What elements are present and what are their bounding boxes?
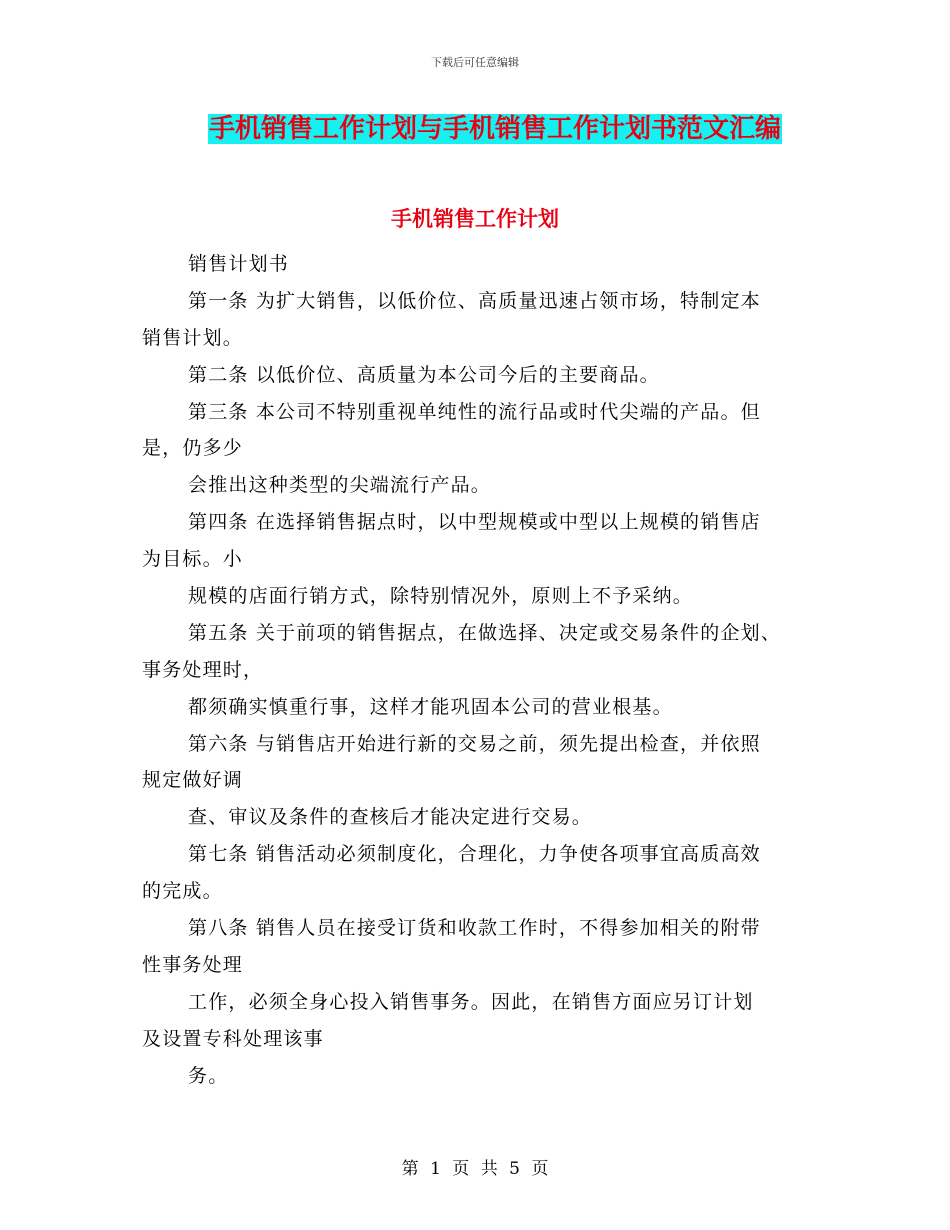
header-note: 下载后可任意编辑 xyxy=(431,56,519,69)
body-line: 工作，必须全身心投入销售事务。因此，在销售方面应另订计划 xyxy=(188,990,754,1013)
body-line: 第四条 在选择销售据点时，以中型规模或中型以上规模的销售店 xyxy=(188,511,761,534)
body-line: 都须确实慎重行事，这样才能巩固本公司的营业根基。 xyxy=(188,695,673,718)
body-line: 第七条 销售活动必须制度化，合理化，力争使各项事宜高质高效 xyxy=(188,843,761,866)
body-line: 的完成。 xyxy=(142,880,223,903)
body-line: 第三条 本公司不特别重视单纯性的流行品或时代尖端的产品。但 xyxy=(188,400,761,423)
section-title: 手机销售工作计划 xyxy=(391,206,559,231)
body-line: 销售计划书 xyxy=(188,253,290,275)
body-text xyxy=(142,246,822,1094)
body-line: 第二条 以低价位、高质量为本公司今后的主要商品。 xyxy=(188,363,660,386)
body-line: 规模的店面行销方式，除特别情况外，原则上不予采纳。 xyxy=(188,585,694,608)
body-line: 性事务处理 xyxy=(142,953,244,976)
body-line: 为目标。小 xyxy=(142,548,244,571)
body-line: 第一条 为扩大销售，以低价位、高质量迅速占领市场，特制定本 xyxy=(188,289,761,312)
body-line: 销售计划。 xyxy=(142,326,244,349)
body-line: 第五条 关于前项的销售据点，在做选择、决定或交易条件的企划、 xyxy=(188,621,782,644)
body-line: 规定做好调 xyxy=(142,769,244,792)
body-line: 是，仍多少 xyxy=(142,437,244,460)
body-line: 及设置专科处理该事 xyxy=(142,1027,324,1050)
body-line: 查、审议及条件的查核后才能决定进行交易。 xyxy=(188,806,593,829)
body-line: 第八条 销售人员在接受订货和收款工作时，不得参加相关的附带 xyxy=(188,917,761,940)
body-line: 第六条 与销售店开始进行新的交易之前，须先提出检查，并依照 xyxy=(188,732,761,755)
document-title: 手机销售工作计划与手机销售工作计划书范文汇编 xyxy=(209,114,782,144)
body-line: 会推出这种类型的尖端流行产品。 xyxy=(188,474,492,497)
body-line: 事务处理时， xyxy=(142,658,264,681)
page-footer: 第 1 页 共 5 页 xyxy=(401,1159,549,1179)
body-line: 务。 xyxy=(188,1064,229,1087)
